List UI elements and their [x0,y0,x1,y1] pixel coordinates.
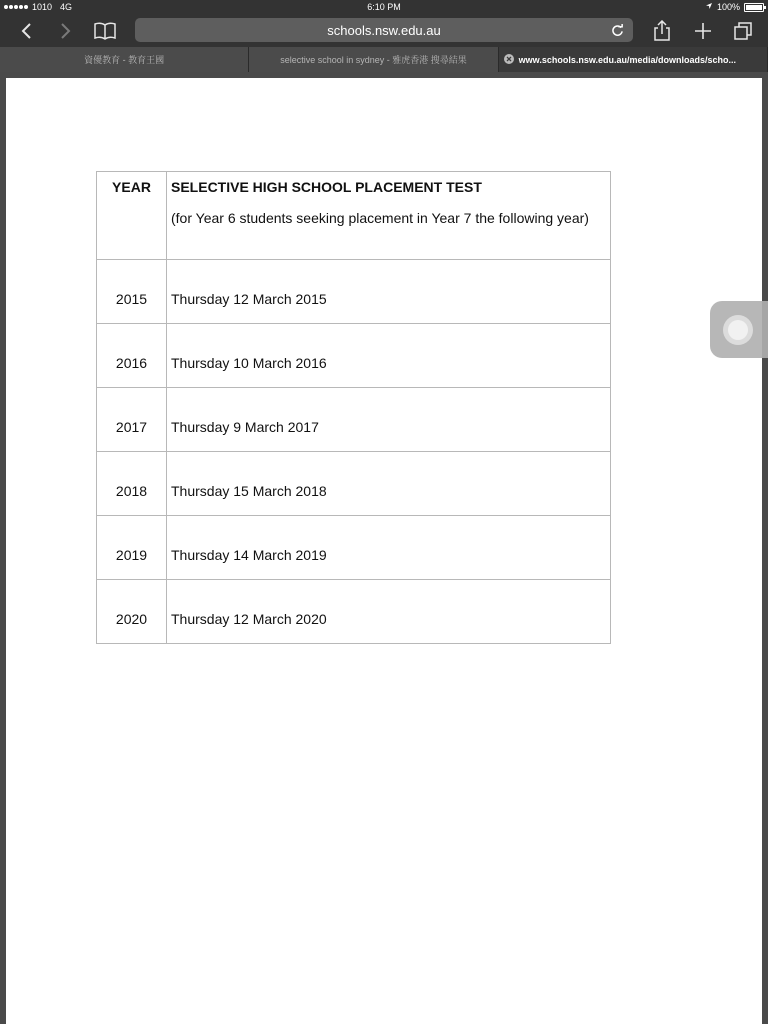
date-cell: Thursday 10 March 2016 [167,324,611,388]
table-row [97,580,611,644]
new-tab-icon[interactable] [692,19,714,43]
year-cell: 2017 [97,388,167,452]
share-icon[interactable] [651,19,673,43]
table-row [97,260,611,324]
clock: 6:10 PM [367,2,401,12]
battery-percent: 100% [716,2,740,12]
table-row [97,388,611,452]
network-label: 4G [60,2,73,12]
tab-1[interactable] [0,47,249,72]
table-row [97,516,611,580]
table-row [97,452,611,516]
date-cell: Thursday 9 March 2017 [167,388,611,452]
close-tab-icon[interactable] [504,54,514,64]
carrier-label: 1010 [32,2,53,12]
year-cell: 2015 [97,260,167,324]
tab-2[interactable] [249,47,498,72]
tab-label: 資優教育 - 教育王國 [84,55,165,65]
table-title: SELECTIVE HIGH SCHOOL PLACEMENT TEST [171,179,482,195]
tab-bar [0,47,768,72]
browser-toolbar [0,15,768,47]
pdf-page [6,78,762,1024]
forward-icon[interactable] [56,19,76,43]
date-cell: Thursday 12 March 2015 [167,260,611,324]
reload-icon[interactable] [609,22,625,38]
address-bar[interactable] [135,18,633,42]
tabs-icon[interactable] [732,19,754,43]
battery-icon [744,3,764,12]
placement-test-table [96,171,611,644]
tab-3-active[interactable] [499,47,768,72]
assistive-touch-core [728,320,748,340]
table-header-row [97,172,611,260]
year-cell: 2020 [97,580,167,644]
date-cell: Thursday 15 March 2018 [167,452,611,516]
table-row [97,324,611,388]
year-cell: 2018 [97,452,167,516]
bookmarks-icon[interactable] [92,19,118,43]
tab-label: selective school in sydney - 雅虎香港 搜尋結果 [280,55,467,65]
table-subtitle: (for Year 6 students seeking placement in Year 7 the following year) [171,210,589,226]
url-text: schools.nsw.edu.au [327,22,441,38]
location-icon [705,2,713,12]
test-column-header [167,172,611,260]
status-bar [0,0,768,15]
year-cell: 2016 [97,324,167,388]
year-cell: 2019 [97,516,167,580]
assistive-touch-button[interactable] [710,301,768,358]
date-cell: Thursday 14 March 2019 [167,516,611,580]
year-column-header: YEAR [97,172,167,260]
back-icon[interactable] [16,19,36,43]
tab-label: www.schools.nsw.edu.au/media/downloads/scho... [518,54,737,65]
date-cell: Thursday 12 March 2020 [167,580,611,644]
